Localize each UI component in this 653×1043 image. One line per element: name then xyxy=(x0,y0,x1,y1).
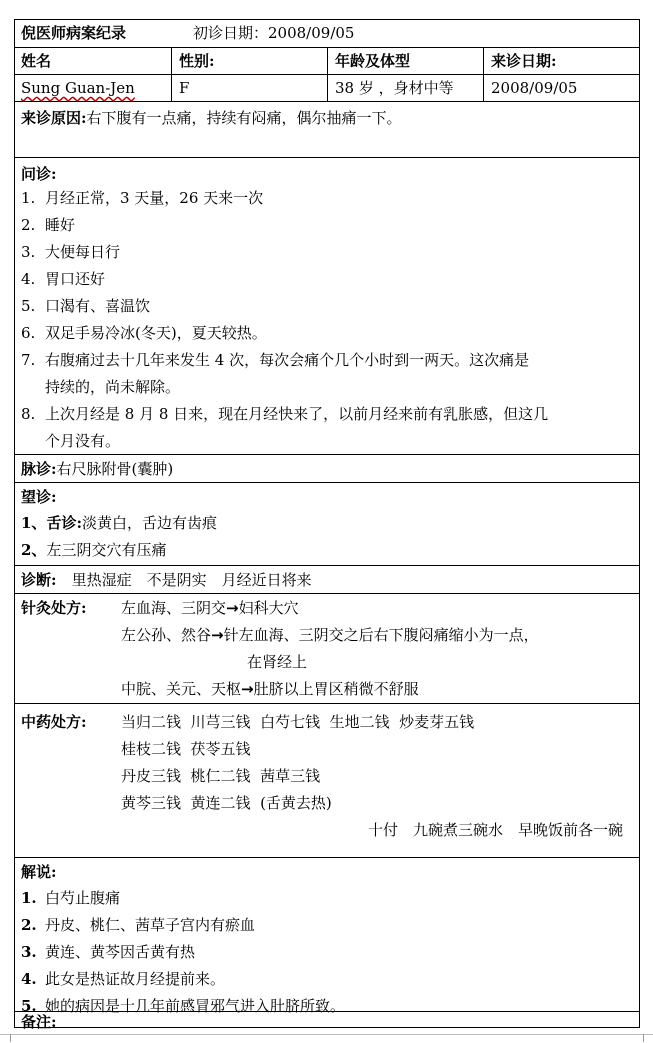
explanation-item: 4. 此女是热证故月经提前来。 xyxy=(21,970,226,988)
herbal-section xyxy=(15,704,639,858)
observation-item: 2、左三阴交穴有压痛 xyxy=(21,541,167,559)
herbal-label: 中药处方: xyxy=(21,713,87,731)
inquiry-item: 3. 大便每日行 xyxy=(21,243,121,261)
record-title: 倪医师病案纪录 xyxy=(21,24,127,42)
info-label-row xyxy=(15,48,639,75)
inquiry-item: 6. 双足手易冷冰(冬天)，夏天较热。 xyxy=(21,324,267,342)
inquiry-item-continuation: 个月没有。 xyxy=(45,432,121,450)
arrow-right-icon: → xyxy=(226,599,239,617)
header-row xyxy=(15,20,639,48)
acupuncture-line: 中脘、关元、天枢→肚脐以上胃区稍微不舒服 xyxy=(121,680,419,698)
herbal-line: 丹皮三钱 桃仁二钱 茜草三钱 xyxy=(121,767,321,785)
observation-label: 望诊: xyxy=(21,488,57,506)
herbal-line: 当归二钱 川芎三钱 白芍七钱 生地二钱 炒麦芽五钱 xyxy=(121,713,475,731)
diagnosis-label: 诊断: xyxy=(21,571,57,589)
arrow-right-icon: → xyxy=(211,626,224,644)
age-label: 年龄及体型 xyxy=(335,52,411,70)
notes-section xyxy=(15,1012,639,1031)
pulse-label: 脉诊: xyxy=(21,460,57,478)
pulse-section xyxy=(15,455,639,483)
inquiry-item: 7. 右腹痛过去十几年来发生 4 次，每次会痛个几个小时到一两天。这次痛是 xyxy=(21,351,530,369)
arrow-right-icon: → xyxy=(241,680,254,698)
observation-item: 1、舌诊:淡黄白，舌边有齿痕 xyxy=(21,514,217,532)
sex-label: 性别: xyxy=(179,52,215,70)
herbal-line: 桂枝二钱 茯苓五钱 xyxy=(121,740,251,758)
explanation-item: 3. 黄连、黄芩因舌黄有热 xyxy=(21,943,196,961)
explanation-section xyxy=(15,858,639,1015)
name-label: 姓名 xyxy=(21,52,52,70)
acupuncture-line-continuation: 在肾经上 xyxy=(247,653,308,671)
herbal-line: 黄芩三钱 黄连二钱 (舌黄去热) xyxy=(121,794,332,812)
acupuncture-line: 左公孙、然谷→针左血海、三阴交之后右下腹闷痛缩小为一点， xyxy=(121,626,539,644)
acupuncture-label: 针灸处方: xyxy=(21,599,87,617)
patient-age-build: 38 岁 ，身材中等 xyxy=(335,79,454,97)
info-value-row xyxy=(15,75,639,102)
visit-date: 2008/09/05 xyxy=(491,79,578,97)
explanation-item: 1. 白芍止腹痛 xyxy=(21,889,121,907)
explanation-label: 解说: xyxy=(21,863,57,881)
page-corner-mark-left xyxy=(0,1034,11,1042)
inquiry-item-continuation: 持续的，尚未解除。 xyxy=(45,378,181,396)
explanation-item: 2. 丹皮、桃仁、茜草子宫内有瘀血 xyxy=(21,916,256,934)
acupuncture-line: 左血海、三阴交→妇科大穴 xyxy=(121,599,299,617)
date-label: 来诊日期: xyxy=(491,52,557,70)
inquiry-item: 4. 胃口还好 xyxy=(21,270,106,288)
page-bottom-rule xyxy=(0,1034,653,1035)
diagnosis-text: 里热湿症 不是阴实 月经近日将来 xyxy=(71,571,312,589)
notes-label: 备注: xyxy=(21,1013,57,1031)
explanation-item: 5. 她的病因是十几年前感冒邪气进入肚脐所致。 xyxy=(21,997,346,1015)
page-corner-mark-right xyxy=(643,1034,653,1042)
inquiry-item: 1. 月经正常，3 天量，26 天来一次 xyxy=(21,189,264,207)
acupuncture-section xyxy=(15,594,639,704)
reason-label: 来诊原因: xyxy=(21,109,87,127)
diagnosis-section xyxy=(15,566,639,594)
inquiry-label: 问诊: xyxy=(21,165,57,183)
inquiry-section xyxy=(15,158,639,455)
patient-name: Sung Guan-Jen xyxy=(21,79,135,97)
reason-text: 右下腹有一点痛，持续有闷痛，偶尔抽痛一下。 xyxy=(86,109,402,127)
inquiry-item: 5. 口渴有、喜温饮 xyxy=(21,297,151,315)
case-record-sheet xyxy=(14,19,640,1031)
first-visit-date: 初诊日期：2008/09/05 xyxy=(193,24,355,42)
reason-section xyxy=(15,102,639,158)
inquiry-item: 8. 上次月经是 8 月 8 日来，现在月经快来了，以前月经来前有乳胀感，但这几 xyxy=(21,405,549,423)
pulse-text: 右尺脉附骨(囊肿) xyxy=(56,460,174,478)
inquiry-item: 2. 睡好 xyxy=(21,216,76,234)
observation-section xyxy=(15,483,639,566)
patient-sex: F xyxy=(179,79,190,97)
herbal-dosage: 十付 九碗煮三碗水 早晚饭前各一碗 xyxy=(367,821,623,839)
